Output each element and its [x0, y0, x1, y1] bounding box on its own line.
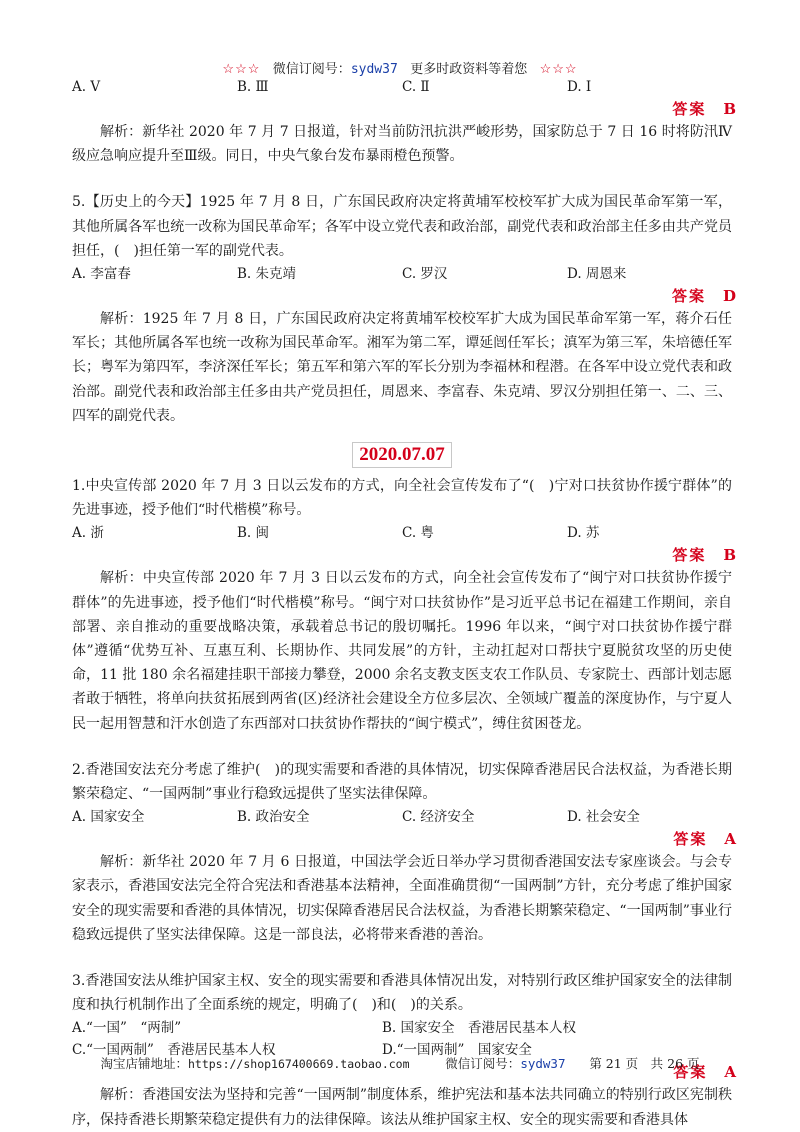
answer-label: 答案 A [673, 1063, 738, 1082]
explanation: 解析：中央宣传部 2020 年 7 月 3 日以云发布的方式，向全社会宣传发布了“闽宁对口扶贫协作援宁群体”的先进事迹，授予他们“时代楷模”称号。“闽宁对口扶贫协作”是习近平总书记在福建工作期间，亲自部署、亲自推动的重要战略决策，承载着总书记的殷切嘱托。1996 年以来，“闽宁对口扶贫协作援宁群体”遵循“优势互补、互惠互利、长期协作、共同发展”的方针，主动扛起对口帮扶宁夏脱贫攻坚的历史使命，11 批 180 余名福建挂职干部接力攀登，2000 余名支教支医支农工作队员、专家院士、西部计划志愿者敢于牺牲，将单向扶贫拓展到两省(区)经济社会建设全方位多层次、全领域广覆盖的深度协作，与宁夏人民一起用智慧和汗水创造了东西部对口扶贫协作帮扶的“闽宁模式”，缚住贫困苍龙。 [72, 570, 732, 732]
option: B. 国家安全 香港居民基本人权 [382, 1020, 577, 1037]
footer-shop-url[interactable]: https://shop167400669.taobao.com [187, 1057, 410, 1071]
option: A. 国家安全 [72, 809, 145, 826]
option: B. Ⅲ [237, 79, 269, 95]
option: A. 李富春 [72, 266, 131, 283]
header-stars-left: ☆☆☆ [222, 62, 261, 77]
header-label: 微信订阅号： [272, 62, 351, 77]
option: D. 苏 [567, 525, 600, 542]
question-options [72, 1017, 732, 1039]
option: B. 闽 [237, 525, 270, 542]
question-stem: 2.香港国安法充分考虑了维护( )的现实需要和香港的具体情况，切实保障香港居民合法权益，为香港长期繁荣稳定、“一国两制”事业行稳致远提供了坚实法律保障。 [72, 761, 732, 803]
question-stem: 5.【历史上的今天】1925 年 7 月 8 日，广东国民政府决定将黄埔军校校军扩大成为国民革命军第一军，其他所属各军也统一改称为国民革命军；各军中设立党代表和政治部，副党代表和政治部主任多由共产党员担任，( )担任第一军的副党代表。 [72, 194, 732, 259]
page-header [0, 58, 800, 77]
option: D. 周恩来 [567, 266, 627, 283]
option: A. 浙 [72, 525, 104, 542]
header-stars-right: ☆☆☆ [539, 62, 578, 77]
question-stem: 1.中央宣传部 2020 年 7 月 3 日以云发布的方式，向全社会宣传发布了“( )宁对口扶贫协作援宁群体”的先进事迹，授予他们“时代楷模”称号。 [72, 478, 732, 519]
question-stem: 3.香港国安法从维护国家主权、安全的现实需要和香港具体情况出发，对特别行政区维护国家安全的法律制度和执行机制作出了全面系统的规定，明确了( )和( )的关系。 [72, 973, 732, 1014]
date-heading [72, 442, 732, 468]
footer-wx-label: 微信订阅号： [445, 1056, 521, 1071]
option: C. 粤 [402, 525, 434, 542]
question-options [72, 522, 732, 544]
footer-wx-account: sydw37 [520, 1056, 566, 1071]
date-heading-text: 2020.07.07 [352, 442, 452, 468]
question-options [72, 263, 732, 285]
explanation: 解析：1925 年 7 月 8 日，广东国民政府决定将黄埔军校校军扩大成为国民革命军第一军，蒋介石任军长；其他所属各军也统一改称为国民革命军。湘军为第二军，谭延闿任军长；滇军为第三军，朱培德任军长；粤军为第四军，李济深任军长；第五军和第六军的军长分别为李福林和程潜。在各军中设立党代表和政治部。副党代表和政治部主任多由共产党员担任，周恩来、李富春、朱克靖、罗汉分别担任第一、二、三、四军的副党代表。 [72, 311, 732, 424]
explanation: 解析：新华社 2020 年 7 月 7 日报道，针对当前防汛抗洪严峻形势，国家防总于 7 日 16 时将防汛Ⅳ级应急响应提升至Ⅲ级。同日，中央气象台发布暴雨橙色预警。 [72, 124, 732, 165]
answer-label: 答案 A [673, 830, 738, 849]
option: B. 政治安全 [237, 809, 310, 826]
footer-shop-label: 淘宝店铺地址： [100, 1056, 188, 1071]
option: C. Ⅱ [402, 79, 430, 95]
page-number: 第 21 页 共 26 页 [589, 1056, 700, 1071]
option: D.“一国两制” 国家安全 [382, 1042, 532, 1059]
option: A. Ⅴ [72, 79, 101, 95]
question-options [72, 806, 732, 828]
header-slogan: 更多时政资料等着您 [410, 62, 528, 77]
option: C.“一国两制” 香港居民基本人权 [72, 1042, 276, 1059]
answer-label: 答案 B [672, 546, 738, 565]
answer-label: 答案 B [672, 100, 738, 118]
header-account: sydw37 [350, 62, 398, 77]
explanation: 解析：香港国安法为坚持和完善“一国两制”制度体系，维护宪法和基本法共同确立的特别行政区宪制秩序，保持香港长期繁荣稳定提供有力的法律保障。该法从维护国家主权、安全的现实需要和香港具体 [72, 1087, 732, 1128]
page-content [72, 76, 738, 1132]
top-options [72, 76, 732, 98]
option: D. 社会安全 [567, 809, 640, 826]
option: B. 朱克靖 [237, 266, 297, 283]
option: A.“一国” “两制” [72, 1020, 182, 1037]
page-footer [0, 1054, 800, 1072]
answer-label: 答案 D [671, 287, 738, 306]
option: D. Ⅰ [567, 79, 592, 95]
option: C. 罗汉 [402, 266, 448, 283]
explanation: 解析：新华社 2020 年 7 月 6 日报道，中国法学会近日举办学习贯彻香港国安法专家座谈会。与会专家表示，香港国安法完全符合宪法和香港基本法精神，全面准确贯彻“一国两制”方针，充分考虑了维护国家安全的现实需要和香港的具体情况，切实保障香港居民合法权益，为香港长期繁荣稳定、“一国两制”事业行稳致远提供了坚实法律保障。这是一部良法，必将带来香港的善治。 [72, 854, 732, 943]
option: C. 经济安全 [402, 809, 475, 826]
